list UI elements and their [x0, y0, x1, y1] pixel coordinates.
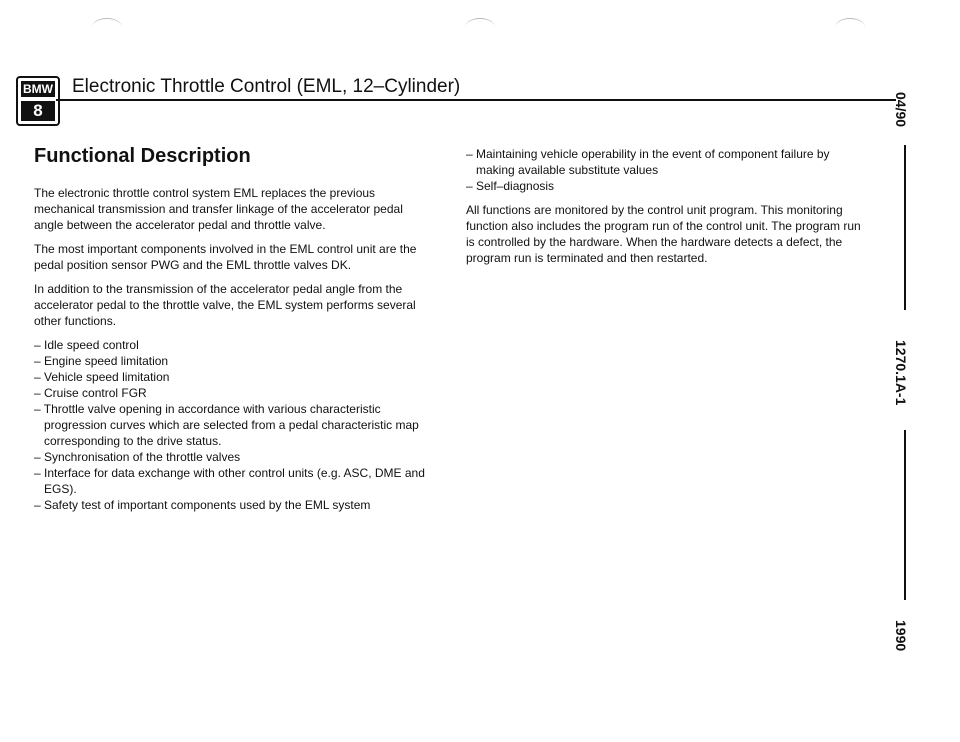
side-code: 1270.1A-1	[893, 340, 909, 406]
side-year: 1990	[893, 620, 909, 652]
bmw-8-logo	[16, 76, 60, 126]
section-heading: Functional Description	[34, 145, 251, 167]
side-rule	[904, 145, 906, 310]
list-item: – Cruise control FGR	[34, 386, 147, 400]
list-item: – Safety test of important components used by the EML system	[34, 498, 371, 512]
right-column	[466, 146, 866, 274]
paragraph: The electronic throttle control system EML replaces the previous mechanical transmission and transfer linkage of the accelerator pedal angle between the accelerator pedal and throttle valve.	[34, 186, 403, 232]
list-item: – Throttle valve opening in accordance with various characteristic progression curves which are selected from a pedal characteristic map corresponding to the drive status.	[34, 402, 419, 448]
paragraph: The most important components involved in the EML control unit are the pedal position sensor PWG and the EML throttle valves DK.	[34, 242, 417, 272]
page-title: Electronic Throttle Control (EML, 12–Cylinder)	[72, 76, 461, 97]
list-item: – Idle speed control	[34, 338, 139, 352]
registration-mark	[835, 18, 865, 37]
registration-mark	[92, 18, 122, 37]
side-date: 04/90	[893, 92, 909, 128]
paragraph: All functions are monitored by the control unit program. This monitoring function also includes the program run of the control unit. The program run is controlled by the hardware. When the hardware detects a defect, the program run is terminated and then restarted.	[466, 203, 861, 265]
paragraph: In addition to the transmission of the accelerator pedal angle from the accelerator pedal to the throttle valve, the EML system performs several other functions.	[34, 282, 416, 328]
badge-brand: BMW	[23, 82, 53, 96]
function-list	[34, 337, 434, 513]
badge-series: 8	[21, 101, 55, 121]
function-list-continued	[466, 146, 866, 194]
list-item: – Maintaining vehicle operability in the event of component failure by making available substitute values	[466, 147, 830, 177]
list-item: – Interface for data exchange with other control units (e.g. ASC, DME and EGS).	[34, 466, 425, 496]
header-rule	[56, 99, 896, 101]
list-item: – Vehicle speed limitation	[34, 370, 170, 384]
left-column	[34, 185, 434, 521]
list-item: – Engine speed limitation	[34, 354, 169, 368]
list-item: – Self–diagnosis	[466, 179, 555, 193]
side-rule	[904, 430, 906, 600]
registration-mark	[465, 18, 495, 37]
list-item: – Synchronisation of the throttle valves	[34, 450, 241, 464]
